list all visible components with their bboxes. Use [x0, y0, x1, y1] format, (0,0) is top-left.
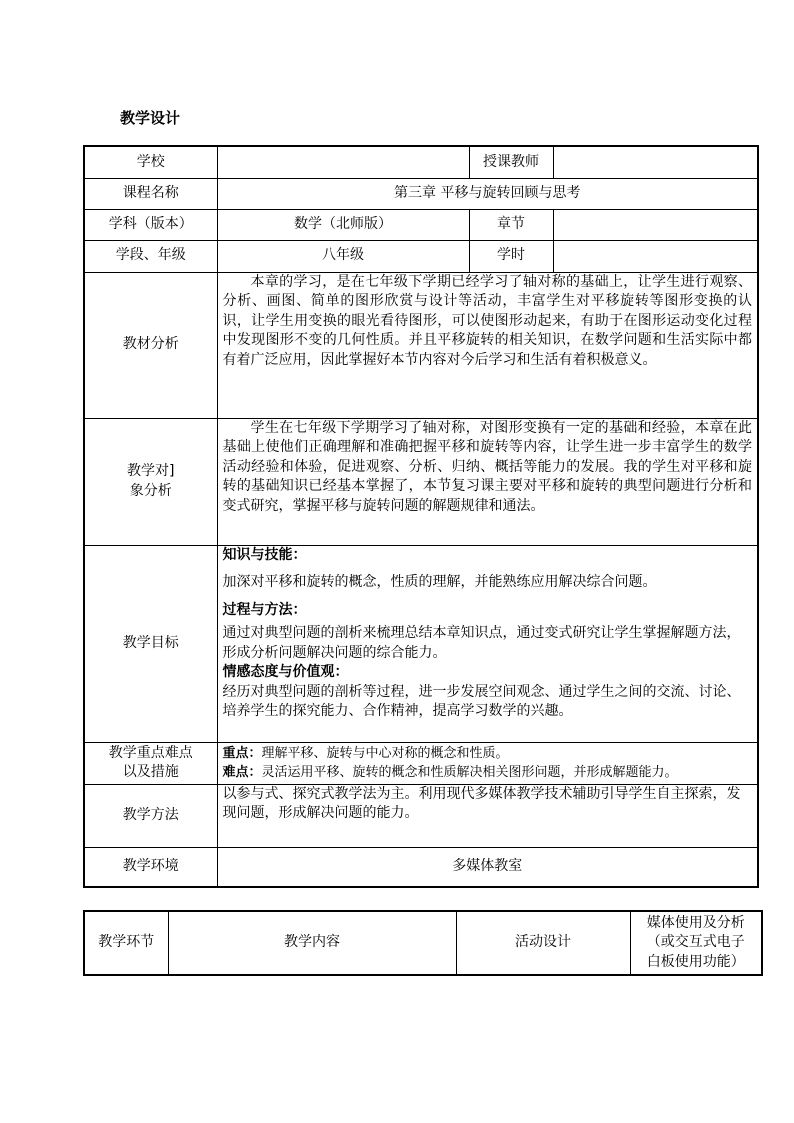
lesson-design-table	[83, 145, 759, 888]
focus-line	[223, 744, 753, 764]
row-student	[84, 418, 758, 545]
student-label	[84, 418, 217, 545]
hours-value	[553, 240, 758, 272]
col-stage: 教学环节	[84, 911, 168, 975]
keypoints-label-line1: 教学重点难点	[108, 744, 193, 761]
teacher-label: 授课教师	[469, 146, 553, 178]
env-value: 多媒体教室	[217, 847, 758, 887]
grade-value: 八年级	[217, 240, 469, 272]
keypoints-label-line2: 以及措施	[122, 764, 179, 780]
col-media-line1: 媒体使用及分析	[646, 914, 745, 931]
course-label: 课程名称	[84, 178, 217, 209]
process-text: 通过对典型问题的剖析来梳理总结本章知识点，通过变式研究让学生掌握解题方法，形成分析问题解决问题的综合能力。	[222, 625, 741, 661]
chapter-value	[553, 209, 758, 240]
keypoints-label	[84, 742, 217, 784]
student-text: 学生在七年级下学期学习了轴对称，对图形变换有一定的基础和经验，本章在此基础上使他们正确理解和准确把握平移和旋转等内容，让学生进一步丰富学生的数学活动经验和体验，促进观察、分析、归纳、概括等能力的发展。我的学生对平移和旋转的基础知识已经基本掌握了，本节复习课主要对平移和旋转的典型问题进行分析和变式研究，掌握平移与旋转问题的解题规律和通法。	[217, 418, 758, 545]
row-method	[84, 784, 758, 847]
col-media-line3: 白板使用功能）	[646, 953, 745, 970]
student-label-line1: 教学对]	[127, 463, 175, 479]
row-school	[84, 146, 758, 178]
row-environment	[84, 847, 758, 887]
difficulty-text: 灵活运用平移、旋转的概念和性质解决相关图形问题，并形成解题能力。	[261, 765, 678, 780]
method-label: 教学方法	[84, 784, 217, 847]
col-media-line2: （或交互式电子	[646, 934, 745, 951]
grade-label: 学段、年级	[84, 240, 217, 272]
student-label-line2: 象分析	[129, 482, 172, 499]
focus-title: 重点：	[222, 745, 262, 761]
keypoints-content	[217, 742, 758, 784]
focus-text: 理解平移、旋转与中心对称的概念和性质。	[261, 745, 509, 761]
emotion-title: 情感态度与价值观：	[222, 664, 349, 680]
subject-value: 数学（北师版）	[217, 209, 469, 240]
difficulty-title: 难点：	[222, 765, 262, 780]
goals-content	[217, 545, 758, 742]
emotion-text: 经历对典型问题的剖析等过程，进一步发展空间观念、通过学生之间的交流、讨论、培养学生的探究能力、合作精神，提高学习数学的兴趣。	[222, 683, 741, 719]
row-goals	[84, 545, 758, 742]
col-media	[630, 911, 762, 975]
row-grade	[84, 240, 758, 272]
process-title: 过程与方法：	[222, 601, 307, 618]
teaching-process-table	[83, 910, 763, 976]
goals-label: 教学目标	[84, 545, 217, 742]
knowledge-text: 加深对平移和旋转的概念，性质的理解，并能熟练应用解决综合问题。	[222, 574, 657, 590]
knowledge-title: 知识与技能：	[222, 546, 307, 563]
hours-label: 学时	[469, 240, 553, 272]
chapter-label: 章节	[469, 209, 553, 240]
row-subject	[84, 209, 758, 240]
process-header-row	[84, 911, 762, 975]
row-keypoints	[84, 742, 758, 784]
method-text: 以参与式、探究式教学法为主。利用现代多媒体教学技术辅助引导学生自主探索，发现问题，形成解决问题的能力。	[217, 784, 758, 847]
school-label: 学校	[84, 146, 217, 178]
env-label: 教学环境	[84, 847, 217, 887]
subject-label: 学科（版本）	[84, 209, 217, 240]
course-value: 第三章 平移与旋转回顾与思考	[217, 178, 758, 209]
school-value	[217, 146, 469, 178]
material-text: 本章的学习，是在七年级下学期已经学习了轴对称的基础上，让学生进行观察、分析、画图、简单的图形欣赏与设计等活动，丰富学生对平移旋转等图形变换的认识，让学生用变换的眼光看待图形，可以使图形动起来，有助于在图形运动变化过程中发现图形不变的几何性质。并且平移旋转的相关知识，在数学问题和生活实际中都有着广泛应用，因此掌握好本节内容对今后学习和生活有着积极意义。	[217, 272, 758, 418]
row-course	[84, 178, 758, 209]
document-title: 教学设计	[120, 109, 181, 127]
material-label: 教材分析	[84, 272, 217, 418]
row-material	[84, 272, 758, 418]
difficulty-line	[223, 763, 753, 783]
teacher-value	[553, 146, 758, 178]
col-activity: 活动设计	[456, 911, 630, 975]
col-content: 教学内容	[168, 911, 456, 975]
